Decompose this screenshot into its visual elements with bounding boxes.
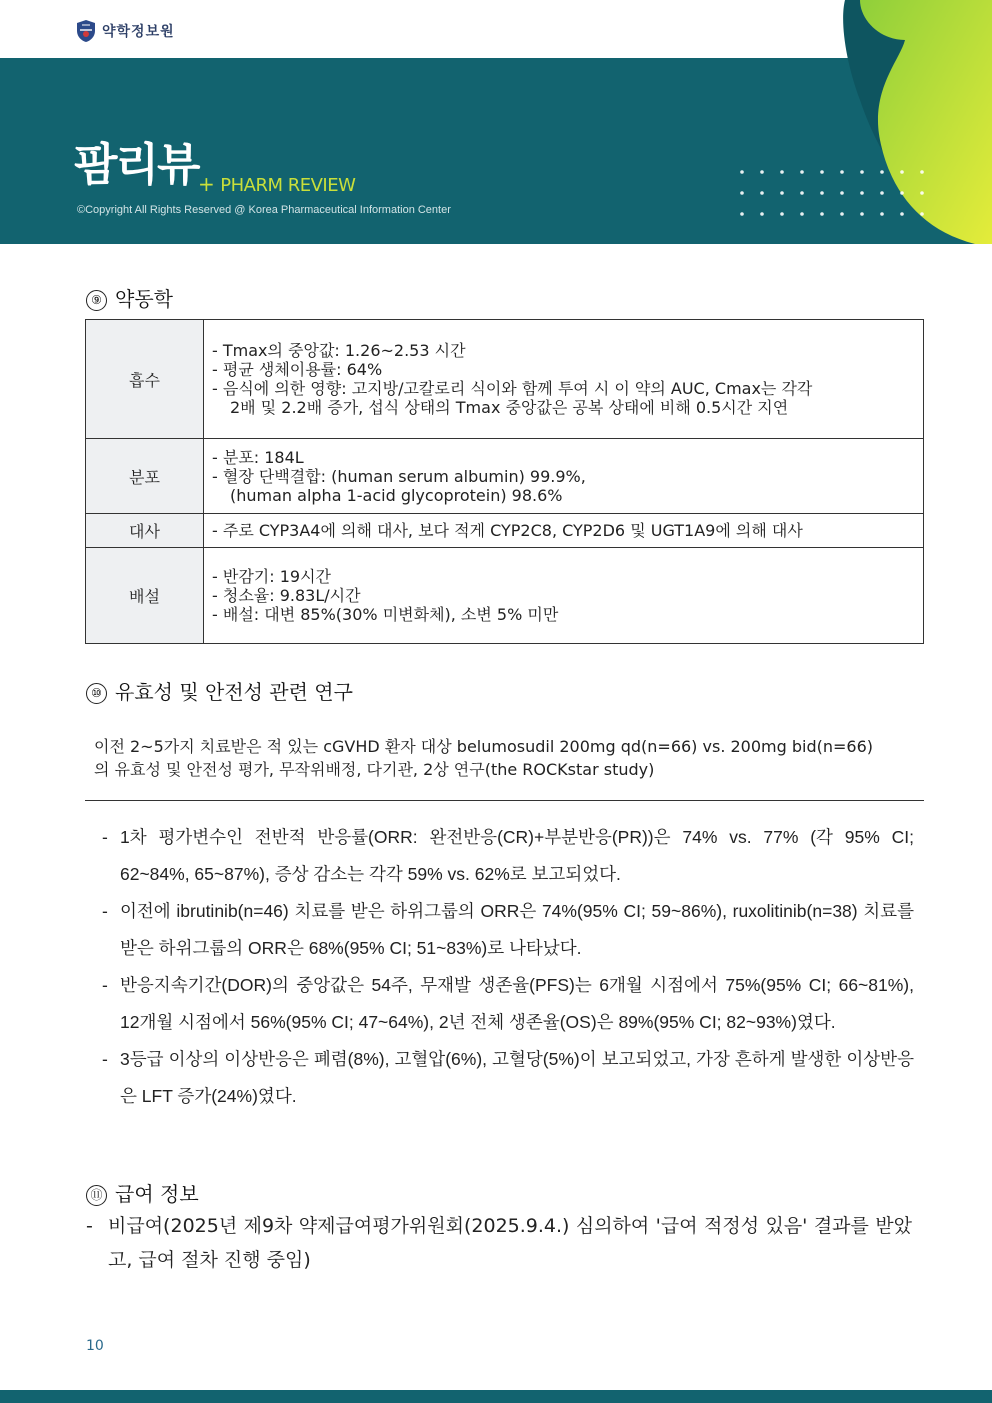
reimbursement-info [86, 1209, 912, 1277]
value-line: - 청소율: 9.83L/시간 [212, 586, 361, 605]
list-item [102, 967, 914, 1041]
table-row [86, 548, 924, 644]
value-line: (human alpha 1-acid glycoprotein) 98.6% [230, 485, 563, 505]
shield-logo-icon [76, 19, 96, 43]
value-line: - 평균 생체이용률: 64% [212, 360, 383, 379]
results-list [102, 819, 914, 1115]
section-11-heading [86, 1178, 199, 1207]
value-line: - 분포: 184L [212, 447, 304, 467]
value-line: - 배설: 대변 85%(30% 미변화체), 소변 5% 미만 [212, 605, 559, 624]
table-row [86, 514, 924, 548]
section-number: ⑨ [86, 290, 107, 311]
dash-mark: - [86, 1215, 93, 1237]
row-value [204, 514, 924, 548]
row-label: 분포 [86, 439, 204, 514]
value-line: - Tmax의 중앙값: 1.26~2.53 시간 [212, 341, 466, 360]
value-line: - 혈장 단백결합: (human serum albumin) 99.9%, [212, 466, 586, 486]
list-item [86, 1209, 912, 1277]
row-label: 흡수 [86, 320, 204, 439]
value-line: 2배 및 2.2배 증가, 섭식 상태의 Tmax 중앙값은 공복 상태에 비해 0.5시간 지연 [230, 398, 789, 417]
row-label: 배설 [86, 548, 204, 644]
dash-mark: - [102, 827, 108, 847]
list-item-text: 이전에 ibrutinib(n=46) 치료를 받은 하위그룹의 ORR은 74%(95% CI; 59~86%), ruxolitinib(n=38) 치료를 받은 하위그룹의 ORR은 68%(95% CI; 51~83%)로 나타났다. [120, 901, 914, 958]
row-value [204, 548, 924, 644]
section-number: ⑪ [86, 1185, 107, 1206]
section-title: 약동학 [115, 287, 173, 311]
list-item-text: 3등급 이상의 이상반응은 폐렴(8%), 고혈압(6%), 고혈당(5%)이 보고되었고, 가장 흔하게 발생한 이상반응은 LFT 증가(24%)였다. [120, 1049, 914, 1106]
page-number: 10 [86, 1338, 104, 1354]
subtitle-text: PHARM REVIEW [220, 175, 356, 196]
org-logo [76, 19, 175, 43]
dash-mark: - [102, 1049, 108, 1069]
list-item-text: 반응지속기간(DOR)의 중앙값은 54주, 무재발 생존율(PFS)는 6개월 시점에서 75%(95% CI; 66~81%), 12개월 시점에서 56%(95% CI; 47~64%), 2년 전체 생존율(OS)은 89%(95% CI; 82~93%)였다. [120, 975, 914, 1032]
page-title: 팜리뷰 [74, 138, 199, 191]
row-value [204, 320, 924, 439]
list-item [102, 1041, 914, 1115]
section-title: 급여 정보 [115, 1182, 199, 1206]
section-9-heading [86, 283, 173, 312]
list-item [102, 819, 914, 893]
row-value [204, 439, 924, 514]
value-line: - 주로 CYP3A4에 의해 대사, 보다 적게 CYP2C8, CYP2D6 및 UGT1A9에 의해 대사 [212, 521, 803, 540]
value-line: - 반감기: 19시간 [212, 567, 331, 586]
row-label: 대사 [86, 514, 204, 548]
list-item-text: 비급여(2025년 제9차 약제급여평가위원회(2025.9.4.) 심의하여 '급여 적정성 있음' 결과를 받았고, 급여 절차 진행 중임) [108, 1215, 912, 1271]
value-line: - 음식에 의한 영향: 고지방/고칼로리 식이와 함께 투여 시 이 약의 AUC, Cmax는 각각 [212, 379, 813, 398]
pharmacokinetics-table [85, 319, 924, 644]
section-number: ⑩ [86, 683, 107, 704]
dash-mark: - [102, 901, 108, 921]
copyright-text: ©Copyright All Rights Reserved @ Korea Pharmaceutical Information Center [77, 204, 451, 216]
study-description: 이전 2~5가지 치료받은 적 있는 cGVHD 환자 대상 belumosudil 200mg qd(n=66) vs. 200mg bid(n=66)의 유효성 및 안전성 평가, 무작위배정, 다기관, 2상 연구(the ROCKstar study) [94, 737, 874, 779]
plus-mark: + [198, 172, 215, 196]
page-subtitle [198, 172, 355, 196]
table-row [86, 320, 924, 439]
list-item-text: 1차 평가변수인 전반적 반응률(ORR: 완전반응(CR)+부분반응(PR))은 74% vs. 77% (각 95% CI; 62~84%, 65~87%), 증상 감소는 각각 59% vs. 62%로 보고되었다. [120, 827, 914, 884]
section-title: 유효성 및 안전성 관련 연구 [115, 680, 353, 704]
table-row [86, 439, 924, 514]
section-10-heading [86, 676, 353, 705]
list-item [102, 893, 914, 967]
divider [85, 800, 924, 801]
dash-mark: - [102, 975, 108, 995]
footer-bar [0, 1390, 992, 1403]
org-name: 약학정보원 [102, 24, 175, 40]
